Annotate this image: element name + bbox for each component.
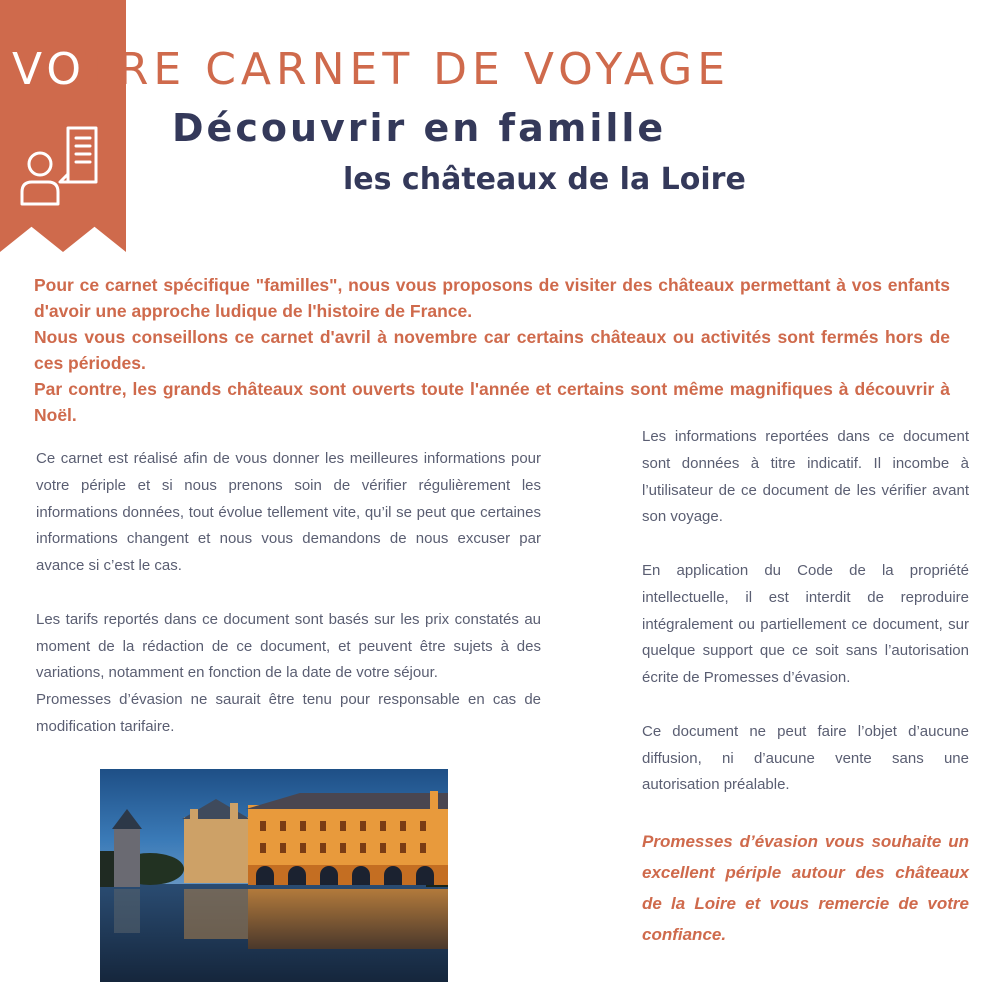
intro-line-1: Pour ce carnet spécifique "familles", nous vous proposons de visiter des châteaux permettant à vos enfants d'avoir une approche ludique de l'histoire de France. bbox=[34, 275, 950, 321]
left-paragraph-2: Les tarifs reportés dans ce document sont basés sur les prix constatés au moment de la rédaction de ce document, et peuvent être sujets à des variations, notamment en fonction de la date de votre séjour. bbox=[36, 610, 541, 682]
right-column bbox=[642, 424, 969, 950]
chateau-photo bbox=[100, 769, 448, 982]
left-column bbox=[36, 446, 541, 741]
page-subtitle: Découvrir en famille bbox=[172, 106, 667, 150]
page-subtitle-secondary: les châteaux de la Loire bbox=[343, 162, 746, 197]
right-paragraph-2: En application du Code de la propriété intellectuelle, il est interdit de reproduire intégralement ou partiellement ce document, sur quelque support que ce soit sans l’autorisation écrite de Promesses d’évasion. bbox=[642, 561, 969, 687]
page-title: VOTRE CARNET DE VOYAGE bbox=[12, 44, 731, 95]
user-document-icon bbox=[14, 120, 104, 210]
intro-line-2: Nous vous conseillons ce carnet d'avril à novembre car certains châteaux ou activités sont fermés hors de ces périodes. bbox=[34, 327, 950, 373]
intro-line-3: Par contre, les grands châteaux sont ouverts toute l'année et certains sont même magnifiques à découvrir à Noël. bbox=[34, 379, 950, 425]
intro-paragraph bbox=[34, 272, 950, 428]
closing-message: Promesses d’évasion vous souhaite un excellent périple autour des châteaux de la Loire et vous remercie de votre confiance. bbox=[642, 831, 969, 944]
left-paragraph-3: Promesses d’évasion ne saurait être tenu pour responsable en cas de modification tarifaire. bbox=[36, 691, 541, 735]
right-paragraph-1: Les informations reportées dans ce document sont données à titre indicatif. Il incombe à l’utilisateur de ce document de les vérifier avant son voyage. bbox=[642, 428, 969, 526]
left-paragraph-1: Ce carnet est réalisé afin de vous donner les meilleures informations pour votre périple et si nous prenons soin de vérifier régulièrement les informations données, tout évolue tellement vite, qu’il se peut que certaines informations changent et nous vous demandons de nous excuser par avance si c’est le cas. bbox=[36, 450, 541, 575]
right-paragraph-3: Ce document ne peut faire l’objet d’aucune diffusion, ni d’aucune vente sans une autorisation préalable. bbox=[642, 722, 969, 794]
